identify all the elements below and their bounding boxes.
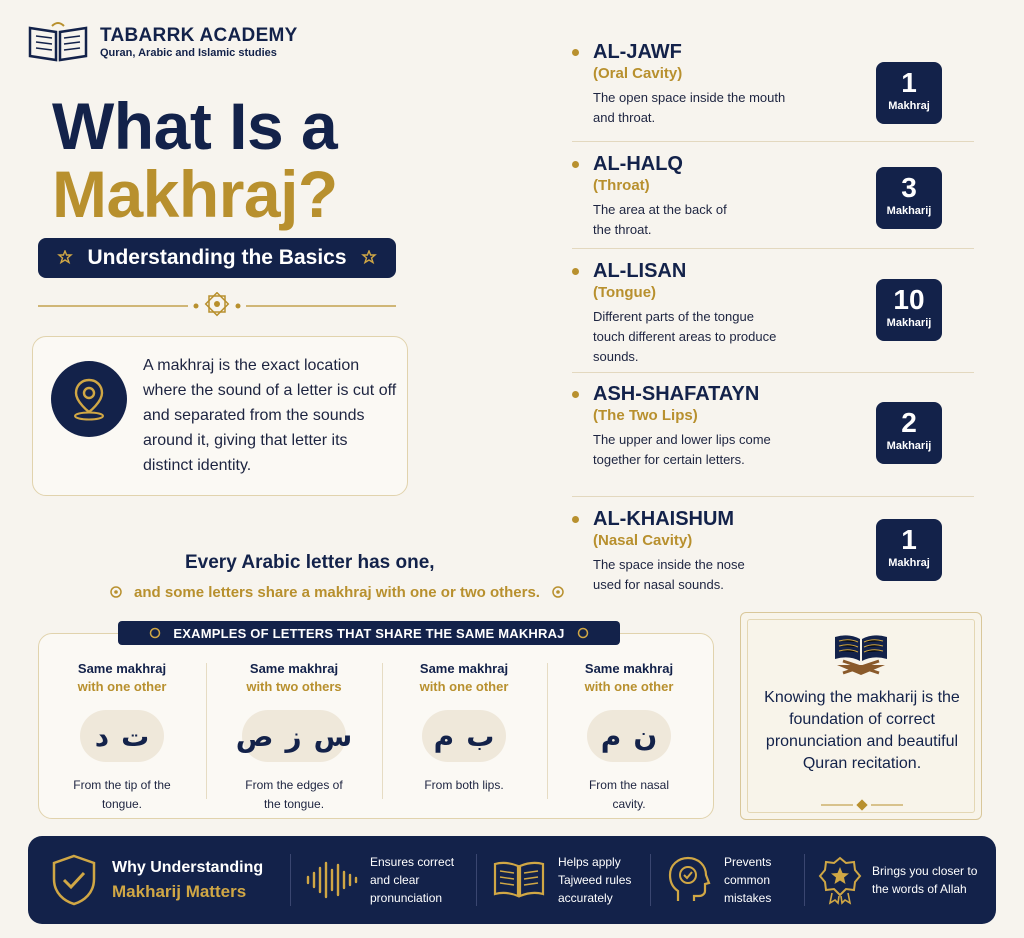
makhraj-item-shafatayn (572, 382, 974, 470)
count-badge (876, 402, 942, 464)
arabic-letter: ت (121, 719, 150, 753)
examples-heading-banner (118, 621, 620, 645)
example-label: Same makhraj (77, 661, 167, 676)
note-line2-row (92, 580, 582, 604)
subtitle-text: Understanding the Basics (87, 246, 347, 269)
benefit-item (666, 836, 794, 924)
footer-title-line2: Makharij Matters (112, 882, 247, 901)
brand-logo (26, 20, 298, 64)
makhraj-item-halq (572, 152, 974, 240)
example-detail: with one other (584, 679, 674, 694)
examples-heading: EXAMPLES OF LETTERS THAT SHARE THE SAME MAKHRAJ (173, 625, 565, 641)
benefit-text: Brings you closer to the words of Allah (872, 864, 978, 896)
arabic-letter: ص (235, 719, 274, 753)
count-unit: Makhraj (888, 557, 930, 569)
makhraj-subtitle: (Tongue) (593, 284, 657, 301)
open-book-icon (26, 20, 90, 64)
row-divider (572, 141, 974, 142)
makhraj-description: Different parts of the tongue touch different areas to produce sounds. (593, 309, 777, 364)
ornament-star-icon (550, 584, 566, 600)
count-number: 1 (901, 67, 917, 98)
example-detail: with one other (419, 679, 509, 694)
makhraj-subtitle: (The Two Lips) (593, 407, 698, 424)
subtitle-banner (38, 238, 396, 278)
definition-card (32, 336, 408, 496)
benefit-text: Prevents common mistakes (724, 855, 772, 905)
page-title-line1: What Is a (52, 89, 338, 163)
benefit-text: Helps apply Tajweed rules accurately (558, 855, 632, 905)
shield-check-icon (50, 853, 98, 907)
example-detail: with two others (246, 679, 342, 694)
example-label: Same makhraj (249, 661, 339, 676)
example-letters (80, 710, 164, 762)
quran-stand-icon (829, 629, 893, 677)
example-letters (587, 710, 671, 762)
footer-banner (28, 836, 996, 924)
makhraj-subtitle: (Throat) (593, 177, 650, 194)
sound-wave-icon (304, 860, 360, 900)
count-number: 10 (893, 284, 925, 315)
ornament-star-icon (361, 250, 377, 266)
count-badge (876, 519, 942, 581)
benefit-item (492, 836, 644, 924)
makhraj-description: The area at the back of the throat. (593, 202, 727, 237)
example-detail: with one other (77, 679, 167, 694)
arabic-letter: س (313, 719, 353, 753)
ornamental-divider (821, 799, 903, 811)
row-divider (572, 248, 974, 249)
count-number: 1 (901, 524, 917, 555)
makhraj-description: The open space inside the mouth and throat. (593, 90, 786, 125)
example-item (380, 660, 548, 795)
footer-title-block (50, 836, 263, 924)
benefit-item (304, 836, 466, 924)
example-label: Same makhraj (584, 661, 674, 676)
example-description: From the edges of the tongue. (245, 778, 343, 811)
arabic-letter: ن (633, 719, 658, 753)
makhraj-subtitle: (Nasal Cavity) (593, 532, 693, 549)
count-unit: Makharij (886, 205, 932, 217)
example-description: From both lips. (424, 778, 504, 792)
example-label: Same makhraj (419, 661, 509, 676)
bullet-dot (572, 391, 579, 398)
makhraj-description: The space inside the nose used for nasal sounds. (593, 557, 745, 592)
example-item (38, 660, 206, 814)
star-badge-icon (818, 855, 862, 905)
quote-text: Knowing the makharij is the foundation of correct pronunciation and beautiful Quran recitation. (764, 689, 960, 772)
arabic-letter: م (433, 719, 455, 753)
definition-text: A makhraj is the exact location where the sound of a letter is cut off and separated from the sounds around it, giving that letter its distinct identity. (143, 357, 397, 474)
note-line1: Every Arabic letter has one, (185, 552, 435, 573)
ornament-star-icon (147, 625, 163, 641)
count-unit: Makharij (886, 317, 932, 329)
location-pin-icon (51, 361, 127, 437)
count-badge (876, 167, 942, 229)
footer-title-line1: Why Understanding (112, 859, 264, 876)
makhraj-item-lisan (572, 259, 974, 367)
count-unit: Makhraj (888, 100, 930, 112)
quote-card (740, 612, 982, 820)
ornament-star-icon (575, 625, 591, 641)
example-description: From the tip of the tongue. (73, 778, 171, 811)
brand-name: TABARRK ACADEMY (100, 25, 298, 46)
makhraj-title: AL-HALQ (593, 153, 683, 175)
example-item (545, 660, 713, 814)
count-number: 2 (901, 407, 917, 438)
example-item (210, 660, 378, 814)
bullet-dot (572, 49, 579, 56)
ornamental-divider (38, 292, 396, 320)
arabic-letter: د (94, 719, 110, 753)
count-badge (876, 279, 942, 341)
ornament-star-icon (57, 250, 73, 266)
makhraj-title: ASH-SHAFATAYN (593, 383, 760, 405)
makhraj-item-khaishum (572, 507, 974, 595)
example-letters (422, 710, 506, 762)
arabic-letter: ب (466, 719, 495, 753)
column-divider (206, 663, 207, 799)
example-description: From the nasal cavity. (588, 778, 670, 811)
example-letters (235, 710, 353, 762)
note-line2: and some letters share a makhraj with one or two others. (134, 583, 540, 601)
ornament-star-icon (108, 584, 124, 600)
benefit-text: Ensures correct and clear pronunciation (370, 855, 455, 905)
count-badge (876, 62, 942, 124)
arabic-letter: ز (285, 719, 302, 753)
makhraj-subtitle: (Oral Cavity) (593, 65, 683, 82)
row-divider (572, 372, 974, 373)
makhraj-title: AL-JAWF (593, 41, 682, 63)
head-check-icon (666, 855, 712, 905)
makhraj-item-jawf (572, 40, 974, 128)
bullet-dot (572, 516, 579, 523)
arabic-letter: م (600, 719, 622, 753)
makhraj-title: AL-LISAN (593, 260, 687, 282)
count-number: 3 (901, 172, 917, 203)
makhraj-description: The upper and lower lips come together for certain letters. (593, 432, 771, 467)
benefit-item (818, 836, 978, 924)
makhraj-title: AL-KHAISHUM (593, 508, 735, 530)
page-title-line2: Makhraj? (52, 157, 338, 231)
row-divider (572, 496, 974, 497)
brand-tagline: Quran, Arabic and Islamic studies (100, 47, 277, 59)
bullet-dot (572, 161, 579, 168)
open-book-icon (492, 858, 546, 902)
count-unit: Makharij (886, 440, 932, 452)
bullet-dot (572, 268, 579, 275)
